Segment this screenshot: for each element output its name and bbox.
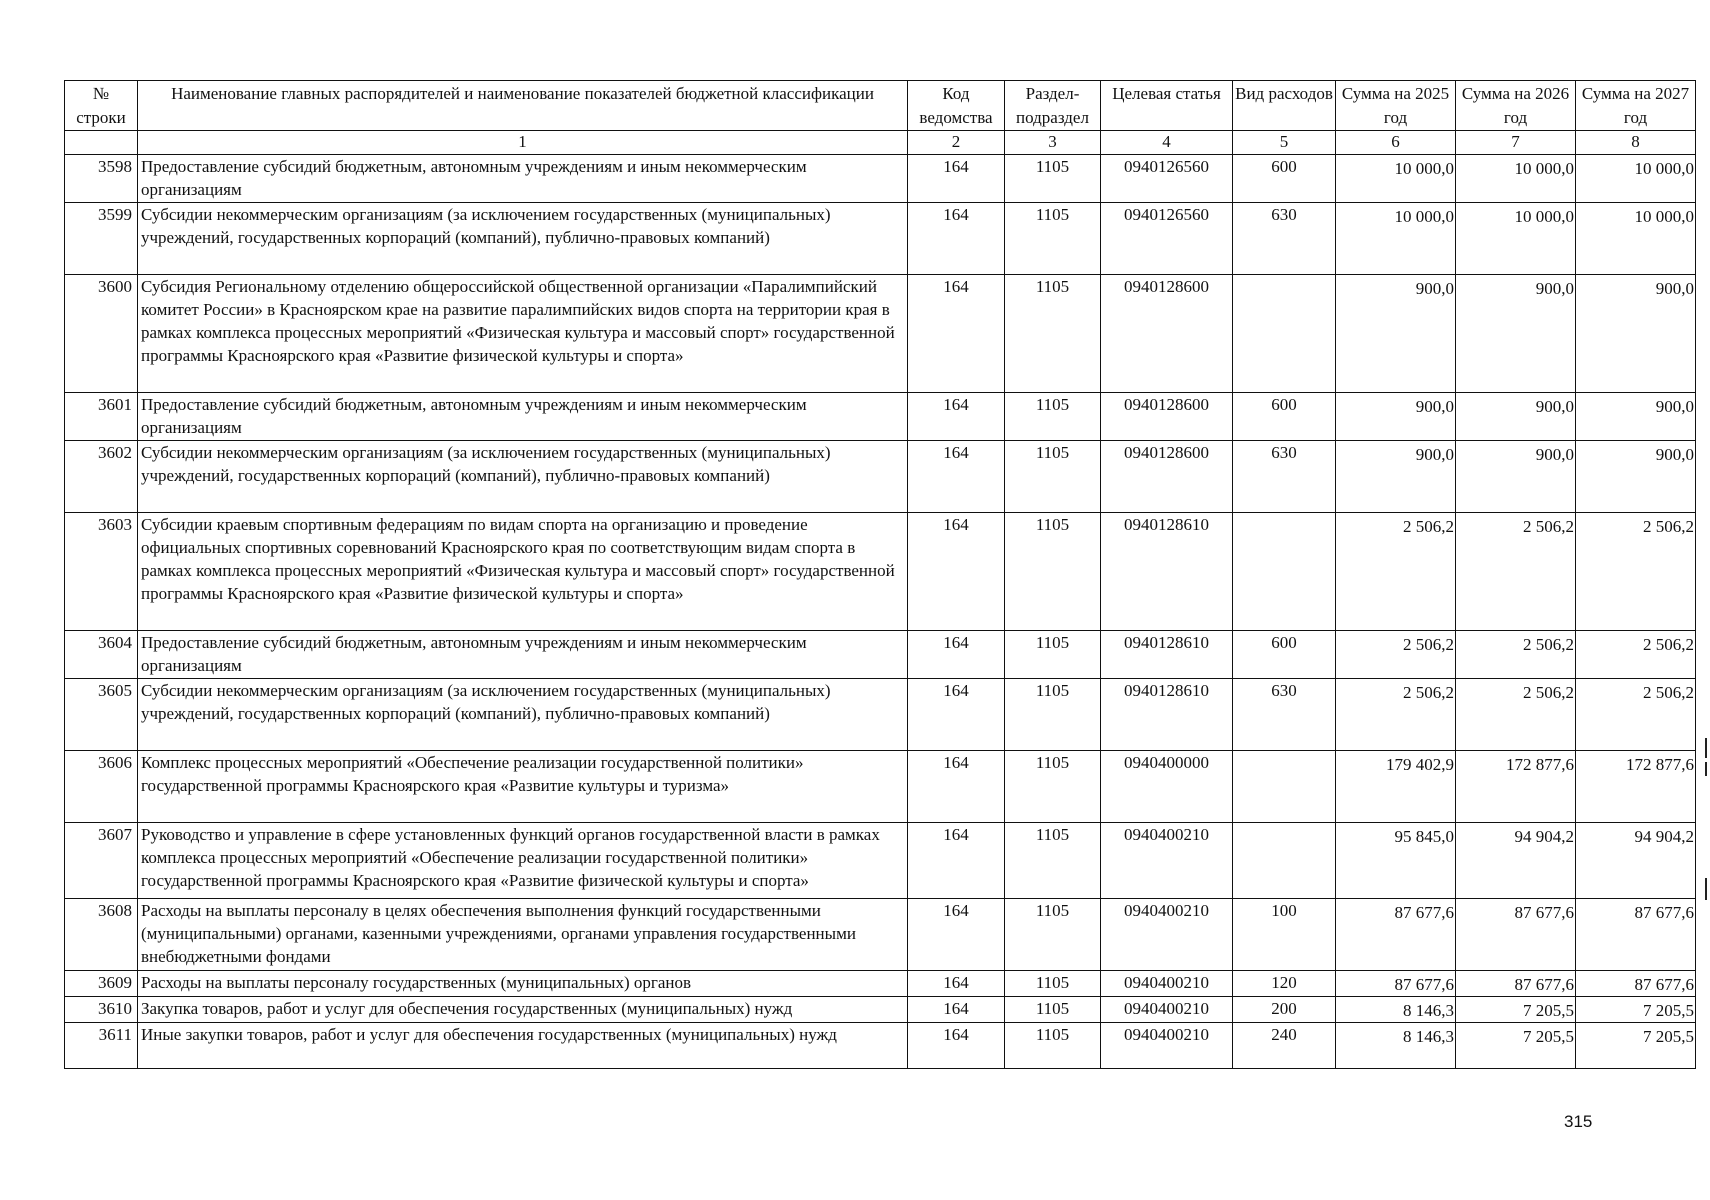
sum-2025: 8 146,3 [1336,997,1456,1023]
row-number: 3599 [65,203,138,275]
department-code: 164 [908,155,1005,203]
budget-table [64,80,1696,1069]
header-section: Раздел-подраздел [1005,81,1101,131]
table-row [65,155,1696,203]
section-code: 1105 [1005,393,1101,441]
sum-2025: 2 506,2 [1336,679,1456,751]
section-code: 1105 [1005,203,1101,275]
sum-2026: 900,0 [1456,393,1576,441]
table-row [65,393,1696,441]
table-row [65,203,1696,275]
row-name: Руководство и управление в сфере установленных функций органов государственной власти в рамках комплекса процессных мероприятий «Обеспечение реализации государственной политики» государственной программы Красноярского края «Развитие физической культуры и спорта» [138,823,908,899]
row-name: Иные закупки товаров, работ и услуг для обеспечения государственных (муниципальных) нужд [138,1023,908,1069]
row-name: Предоставление субсидий бюджетным, автономным учреждениям и иным некоммерческим организациям [138,631,908,679]
row-number: 3602 [65,441,138,513]
row-name: Расходы на выплаты персоналу в целях обеспечения выполнения функций государственными (муниципальными) органами, казенными учреждениями, органами управления государственными внебюджетными фондами [138,899,908,971]
column-index: 8 [1576,131,1696,155]
department-code: 164 [908,997,1005,1023]
row-number: 3610 [65,997,138,1023]
sum-2027: 7 205,5 [1576,1023,1696,1069]
sum-2026: 10 000,0 [1456,155,1576,203]
row-number: 3608 [65,899,138,971]
department-code: 164 [908,631,1005,679]
header-expense-type: Вид расходов [1233,81,1336,131]
sum-2027: 10 000,0 [1576,155,1696,203]
expense-type [1233,751,1336,823]
sum-2025: 2 506,2 [1336,513,1456,631]
header-name: Наименование главных распорядителей и наименование показателей бюджетной классификации [138,81,908,131]
table-row [65,997,1696,1023]
sum-2025: 87 677,6 [1336,971,1456,997]
sum-2026: 10 000,0 [1456,203,1576,275]
department-code: 164 [908,441,1005,513]
sum-2025: 900,0 [1336,275,1456,393]
row-name: Предоставление субсидий бюджетным, автономным учреждениям и иным некоммерческим организациям [138,393,908,441]
sum-2025: 95 845,0 [1336,823,1456,899]
row-name: Субсидии некоммерческим организациям (за исключением государственных (муниципальных) учреждений, государственных корпораций (компаний), публично-правовых компаний) [138,679,908,751]
target-article: 0940400210 [1101,1023,1233,1069]
target-article: 0940400210 [1101,899,1233,971]
section-code: 1105 [1005,899,1101,971]
row-number: 3611 [65,1023,138,1069]
sum-2025: 900,0 [1336,393,1456,441]
row-number: 3609 [65,971,138,997]
expense-type: 600 [1233,393,1336,441]
sum-2025: 10 000,0 [1336,155,1456,203]
sum-2027: 900,0 [1576,393,1696,441]
header-sum-2027: Сумма на 2027 год [1576,81,1696,131]
page-number: 315 [1564,1112,1593,1131]
sum-2027: 10 000,0 [1576,203,1696,275]
sum-2025: 2 506,2 [1336,631,1456,679]
sum-2027: 900,0 [1576,275,1696,393]
edge-mark [1705,738,1707,758]
row-name: Субсидии некоммерческим организациям (за исключением государственных (муниципальных) учреждений, государственных корпораций (компаний), публично-правовых компаний) [138,441,908,513]
section-code: 1105 [1005,971,1101,997]
sum-2026: 2 506,2 [1456,679,1576,751]
table-row [65,631,1696,679]
sum-2026: 900,0 [1456,441,1576,513]
section-code: 1105 [1005,441,1101,513]
edge-mark [1705,878,1707,900]
target-article: 0940128600 [1101,393,1233,441]
sum-2027: 87 677,6 [1576,899,1696,971]
target-article: 0940126560 [1101,155,1233,203]
row-number: 3605 [65,679,138,751]
department-code: 164 [908,751,1005,823]
section-code: 1105 [1005,155,1101,203]
row-number: 3600 [65,275,138,393]
target-article: 0940128600 [1101,441,1233,513]
sum-2026: 7 205,5 [1456,997,1576,1023]
sum-2025: 900,0 [1336,441,1456,513]
row-number: 3603 [65,513,138,631]
row-number: 3604 [65,631,138,679]
header-target-article: Целевая статья [1101,81,1233,131]
department-code: 164 [908,393,1005,441]
target-article: 0940400210 [1101,823,1233,899]
row-name: Субсидия Региональному отделению общероссийской общественной организации «Паралимпийский комитет России» в Красноярском крае на развитие паралимпийских видов спорта на территории края в рамках комплекса процессных мероприятий «Физическая культура и массовый спорт» государственной программы Красноярского края «Развитие физической культуры и спорта» [138,275,908,393]
target-article: 0940128610 [1101,631,1233,679]
sum-2027: 87 677,6 [1576,971,1696,997]
section-code: 1105 [1005,997,1101,1023]
section-code: 1105 [1005,1023,1101,1069]
row-name: Предоставление субсидий бюджетным, автономным учреждениям и иным некоммерческим организациям [138,155,908,203]
table-row [65,971,1696,997]
table-row [65,441,1696,513]
sum-2026: 2 506,2 [1456,513,1576,631]
target-article: 0940400210 [1101,971,1233,997]
column-index: 1 [138,131,908,155]
target-article: 0940400210 [1101,997,1233,1023]
expense-type: 200 [1233,997,1336,1023]
sum-2026: 87 677,6 [1456,899,1576,971]
target-article: 0940400000 [1101,751,1233,823]
expense-type: 120 [1233,971,1336,997]
table-row [65,679,1696,751]
target-article: 0940126560 [1101,203,1233,275]
expense-type: 240 [1233,1023,1336,1069]
column-index: 2 [908,131,1005,155]
section-code: 1105 [1005,631,1101,679]
sum-2027: 7 205,5 [1576,997,1696,1023]
target-article: 0940128600 [1101,275,1233,393]
table-row [65,275,1696,393]
column-index: 5 [1233,131,1336,155]
expense-type: 630 [1233,203,1336,275]
sum-2026: 2 506,2 [1456,631,1576,679]
section-code: 1105 [1005,823,1101,899]
table-row [65,823,1696,899]
row-number: 3606 [65,751,138,823]
column-index: 7 [1456,131,1576,155]
sum-2027: 172 877,6 [1576,751,1696,823]
department-code: 164 [908,971,1005,997]
sum-2026: 900,0 [1456,275,1576,393]
target-article: 0940128610 [1101,513,1233,631]
table-body [65,155,1696,1069]
sum-2025: 8 146,3 [1336,1023,1456,1069]
expense-type: 600 [1233,155,1336,203]
table-row [65,899,1696,971]
table-row [65,513,1696,631]
department-code: 164 [908,513,1005,631]
department-code: 164 [908,275,1005,393]
table-header [65,81,1696,155]
sum-2026: 172 877,6 [1456,751,1576,823]
sum-2025: 179 402,9 [1336,751,1456,823]
row-name: Комплекс процессных мероприятий «Обеспечение реализации государственной политики» государственной программы Красноярского края «Развитие культуры и туризма» [138,751,908,823]
sum-2026: 87 677,6 [1456,971,1576,997]
sum-2025: 10 000,0 [1336,203,1456,275]
header-department-code: Код ведомства [908,81,1005,131]
row-number: 3607 [65,823,138,899]
table-row [65,1023,1696,1069]
sum-2027: 2 506,2 [1576,631,1696,679]
section-code: 1105 [1005,751,1101,823]
row-name: Субсидии краевым спортивным федерациям по видам спорта на организацию и проведение официальных спортивных соревнований Красноярского края по соответствующим видам спорта в рамках комплекса процессных мероприятий «Физическая культура и массовый спорт» государственной программы Красноярского края «Развитие физической культуры и спорта» [138,513,908,631]
expense-type: 600 [1233,631,1336,679]
expense-type [1233,513,1336,631]
sum-2026: 94 904,2 [1456,823,1576,899]
target-article: 0940128610 [1101,679,1233,751]
department-code: 164 [908,679,1005,751]
section-code: 1105 [1005,513,1101,631]
sum-2027: 2 506,2 [1576,513,1696,631]
sum-2027: 2 506,2 [1576,679,1696,751]
column-index: 4 [1101,131,1233,155]
department-code: 164 [908,203,1005,275]
sum-2025: 87 677,6 [1336,899,1456,971]
row-number: 3601 [65,393,138,441]
row-name: Закупка товаров, работ и услуг для обеспечения государственных (муниципальных) нужд [138,997,908,1023]
edge-mark [1705,762,1707,776]
expense-type: 100 [1233,899,1336,971]
sum-2026: 7 205,5 [1456,1023,1576,1069]
department-code: 164 [908,1023,1005,1069]
section-code: 1105 [1005,679,1101,751]
row-name: Субсидии некоммерческим организациям (за исключением государственных (муниципальных) учреждений, государственных корпораций (компаний), публично-правовых компаний) [138,203,908,275]
department-code: 164 [908,899,1005,971]
column-index: 6 [1336,131,1456,155]
expense-type: 630 [1233,679,1336,751]
row-number: 3598 [65,155,138,203]
sum-2027: 900,0 [1576,441,1696,513]
header-sum-2026: Сумма на 2026 год [1456,81,1576,131]
table-row [65,751,1696,823]
section-code: 1105 [1005,275,1101,393]
expense-type: 630 [1233,441,1336,513]
column-index: 3 [1005,131,1101,155]
department-code: 164 [908,823,1005,899]
expense-type [1233,823,1336,899]
row-name: Расходы на выплаты персоналу государственных (муниципальных) органов [138,971,908,997]
expense-type [1233,275,1336,393]
sum-2027: 94 904,2 [1576,823,1696,899]
header-sum-2025: Сумма на 2025 год [1336,81,1456,131]
header-row-number: № строки [65,81,138,131]
column-index [65,131,138,155]
